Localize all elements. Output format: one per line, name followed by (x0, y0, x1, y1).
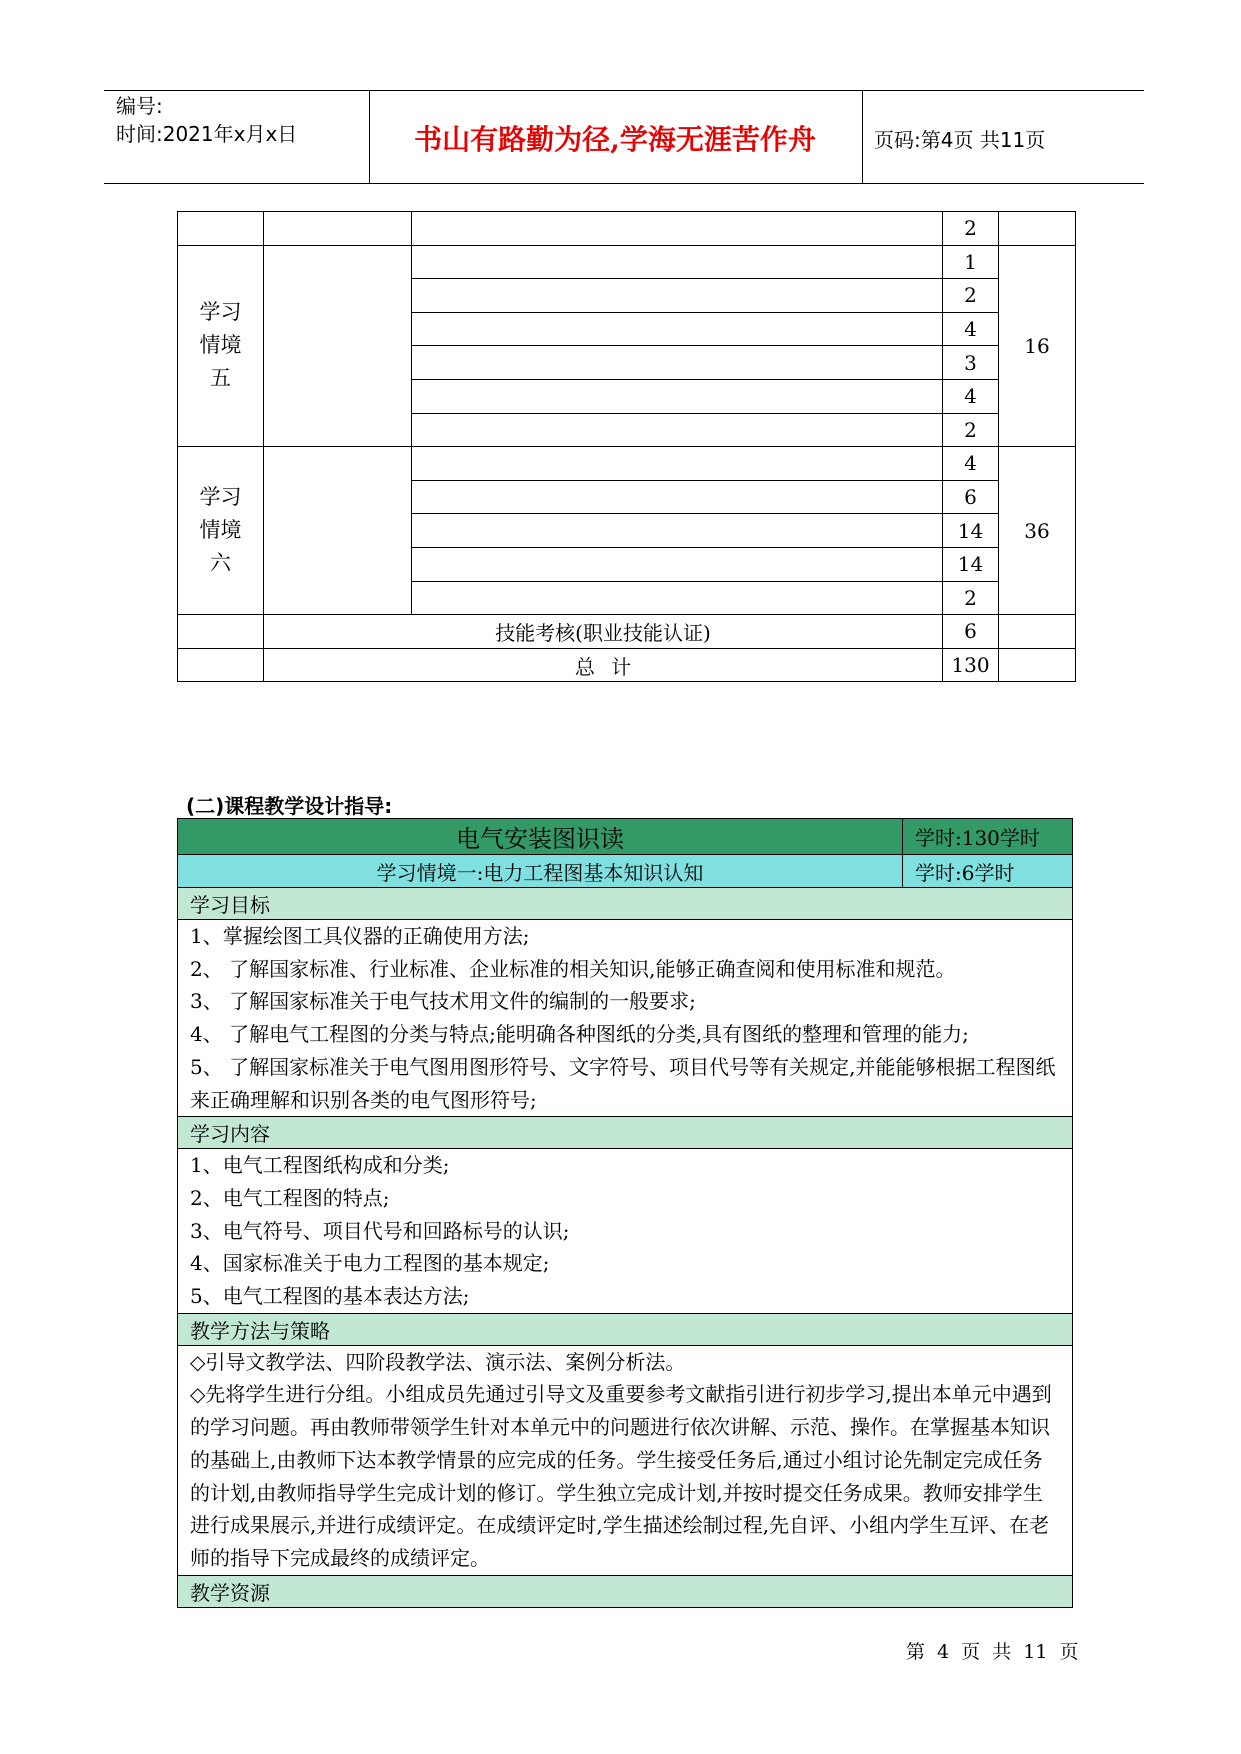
list-item: 3、 了解国家标准关于电气技术用文件的编制的一般要求; (190, 989, 696, 1014)
list-item: 2、电气工程图的特点; (190, 1185, 390, 1210)
table-row (178, 245, 1076, 279)
header-meta (116, 92, 297, 148)
list-item: 3、电气符号、项目代号和回路标号的认识; (190, 1218, 570, 1243)
hours-cell: 6 (943, 615, 999, 649)
hours-cell: 2 (943, 581, 999, 615)
context-six-label: 学习 情境 六 (178, 447, 264, 615)
hours-cell: 2 (943, 279, 999, 313)
list-item: 4、 了解电气工程图的分类与特点;能明确各种图纸的分类,具有图纸的整理和管理的能力; (190, 1022, 969, 1047)
hours-cell: 130 (943, 648, 999, 682)
context-five-label: 学习 情境 五 (178, 245, 264, 447)
hours-cell: 1 (943, 245, 999, 279)
page-footer: 第 4 页 共 11 页 (906, 1641, 1079, 1663)
header-bottom-rule (104, 183, 1144, 184)
list-item: ◇引导文教学法、四阶段教学法、演示法、案例分析法。 (190, 1349, 686, 1374)
content-heading: 学习内容 (178, 1117, 1073, 1149)
section-heading: (二)课程教学设计指导: (186, 794, 393, 818)
objectives-heading: 学习目标 (178, 888, 1073, 920)
course-title: 电气安装图识读 (178, 819, 903, 855)
hours-cell: 3 (943, 346, 999, 380)
header-page-label: 页码:第4页 共11页 (874, 128, 1046, 152)
context-five-total: 16 (999, 245, 1076, 447)
list-item: 2、 了解国家标准、行业标准、企业标准的相关知识,能够正确查阅和使用标准和规范。 (190, 956, 956, 981)
content-list (178, 1149, 1073, 1314)
context-hours: 学时:6学时 (903, 855, 1073, 888)
list-item: 1、掌握绘图工具仪器的正确使用方法; (190, 924, 530, 948)
list-item: 4、国家标准关于电力工程图的基本规定; (190, 1251, 550, 1276)
time-label: 时间:2021年x月x日 (116, 122, 298, 146)
grand-total-label: 总 计 (264, 648, 943, 682)
hours-cell: 4 (943, 312, 999, 346)
hours-cell: 2 (943, 413, 999, 447)
table-row (178, 447, 1076, 481)
hours-cell: 2 (943, 212, 999, 246)
course-title-row (178, 819, 1073, 855)
hours-cell: 6 (943, 480, 999, 514)
header-slogan: 书山有路勤为径,学海无涯苦作舟 (414, 123, 816, 156)
hours-cell: 4 (943, 447, 999, 481)
header-top-rule (104, 90, 1144, 91)
list-item: 5、 了解国家标准关于电气图用图形符号、文字符号、项目代号等有关规定,并能能够根据工程图纸来正确理解和识别各类的电气图形符号; (190, 1054, 1056, 1112)
list-item: ◇先将学生进行分组。小组成员先通过引导文及重要参考文献指引进行初步学习,提出本单元中遇到的学习问题。再由教师带领学生针对本单元中的问题进行依次讲解、示范、操作。在掌握基本知识的基础上,由教师下达本教学情景的应完成的任务。学生接受任务后,通过小组讨论先制定完成任务的计划,由教师指导学生完成计划的修订。学生独立完成计划,并按时提交任务成果。教师安排学生进行成果展示,并进行成绩评定。在成绩评定时,学生描述绘制过程,先自评、小组内学生互评、在老师的指导下完成最终的成绩评定。 (190, 1382, 1052, 1570)
table-row (178, 212, 1076, 246)
table-row (178, 648, 1076, 682)
design-table (177, 818, 1073, 1608)
course-hours: 学时:130学时 (903, 819, 1073, 855)
context-title: 学习情境一:电力工程图基本知识认知 (178, 855, 903, 888)
context-six-total: 36 (999, 447, 1076, 615)
resources-heading: 教学资源 (178, 1575, 1073, 1607)
methods-heading: 教学方法与策略 (178, 1313, 1073, 1345)
table-row (178, 615, 1076, 649)
hours-cell: 4 (943, 379, 999, 413)
list-item: 5、电气工程图的基本表达方法; (190, 1284, 470, 1309)
methods-list (178, 1345, 1073, 1575)
objectives-list (178, 920, 1073, 1117)
context-title-row (178, 855, 1073, 888)
hours-cell: 14 (943, 547, 999, 581)
hours-cell: 14 (943, 514, 999, 548)
schedule-table (177, 211, 1076, 682)
number-label: 编号: (116, 94, 163, 118)
header-divider-right (862, 90, 863, 183)
skills-exam-label: 技能考核(职业技能认证) (264, 615, 943, 649)
list-item: 1、电气工程图纸构成和分类; (190, 1153, 450, 1178)
